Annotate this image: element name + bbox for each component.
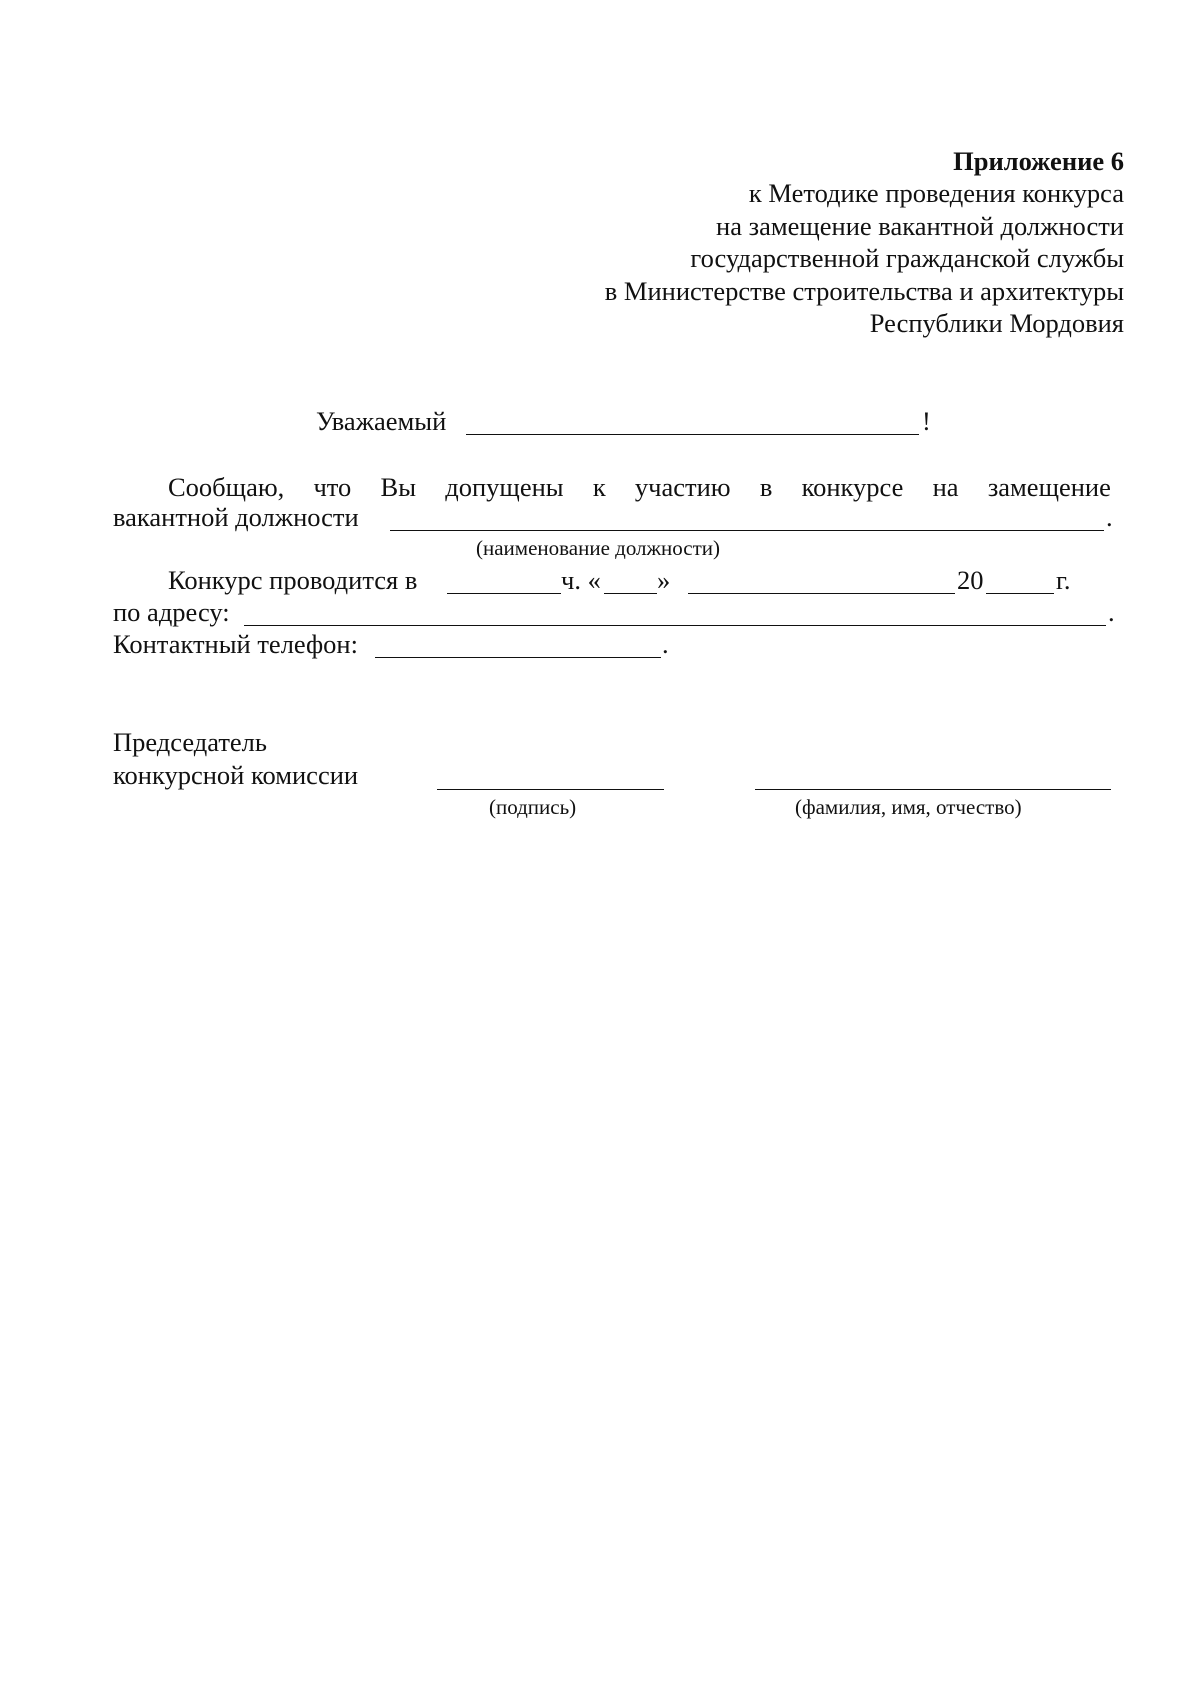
full-name-caption: (фамилия, имя, отчество) — [795, 795, 1022, 819]
year-suffix: г. — [1056, 565, 1071, 595]
notice-word: что — [313, 472, 352, 502]
notice-word: допущены — [445, 472, 564, 502]
schedule-label: Конкурс проводится в — [168, 565, 418, 595]
day-line[interactable] — [604, 593, 657, 594]
salutation-word: Уважаемый — [316, 406, 447, 436]
full-name-line[interactable] — [755, 789, 1111, 790]
appendix-line: государственной гражданской службы — [690, 243, 1124, 273]
commission-title: конкурсной комиссии — [113, 760, 359, 790]
appendix-line: к Методике проведения конкурса — [748, 178, 1124, 208]
notice-word: участию — [634, 472, 731, 502]
year-line[interactable] — [986, 593, 1054, 594]
address-line[interactable] — [244, 625, 1106, 626]
day-quote-close: » — [657, 565, 671, 595]
year-prefix: 20 — [957, 565, 984, 595]
appendix-line: на замещение вакантной должности — [716, 210, 1124, 241]
chairman-title: Председатель — [113, 727, 267, 757]
vacancy-label: вакантной должности — [113, 502, 359, 532]
position-caption: (наименование должности) — [476, 536, 721, 560]
hour-line[interactable] — [447, 593, 561, 594]
address-line-end: . — [1108, 597, 1115, 627]
vacancy-line-end: . — [1106, 502, 1113, 532]
notice-word: в — [759, 472, 773, 502]
notice-word: замещение — [987, 472, 1111, 502]
notice-word: на — [932, 472, 959, 502]
notice-word: к — [592, 472, 606, 502]
notice-word: Вы — [380, 472, 417, 502]
address-label: по адресу: — [113, 597, 230, 627]
addressee-name-line[interactable] — [466, 434, 919, 435]
month-line[interactable] — [688, 593, 955, 594]
salutation-exclamation: ! — [922, 406, 931, 436]
phone-line-end: . — [662, 629, 669, 659]
phone-line[interactable] — [375, 657, 661, 658]
hour-suffix: ч. « — [561, 565, 601, 595]
notice-paragraph-line1 — [168, 471, 1111, 503]
position-name-line[interactable] — [390, 530, 1104, 531]
appendix-line: в Министерстве строительства и архитектуры — [604, 275, 1124, 306]
appendix-title: Приложение 6 — [953, 146, 1124, 176]
phone-label: Контактный телефон: — [113, 629, 358, 659]
notice-word: конкурсе — [801, 472, 904, 502]
notice-word: Сообщаю, — [168, 472, 285, 502]
appendix-line: Республики Мордовия — [869, 308, 1124, 338]
signature-caption: (подпись) — [489, 795, 577, 819]
signature-line[interactable] — [437, 789, 664, 790]
appendix-header — [524, 145, 1124, 340]
